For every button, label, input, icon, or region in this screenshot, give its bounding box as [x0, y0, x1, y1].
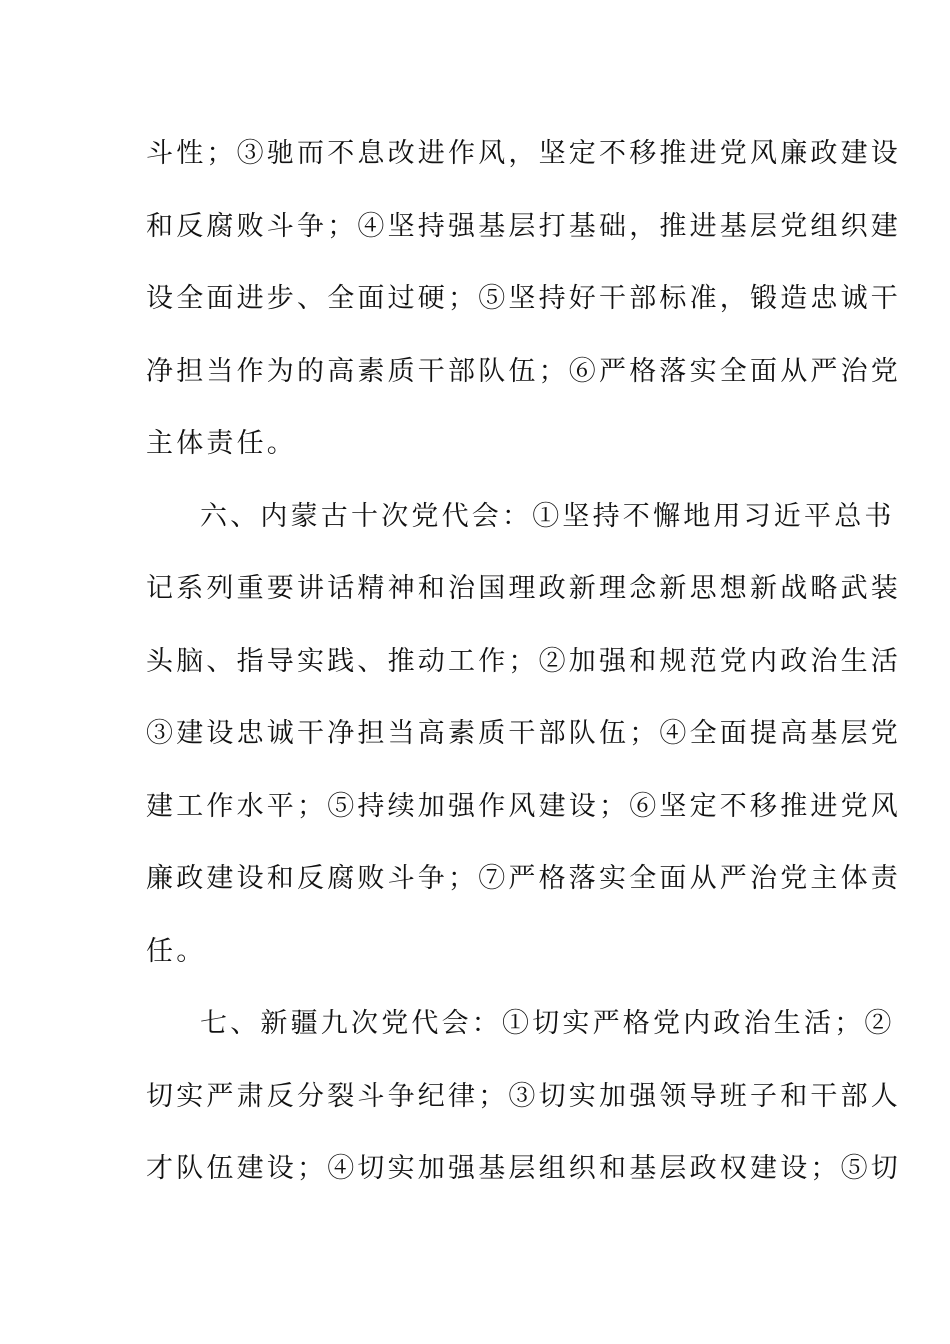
text-line: 净担当作为的高素质干部队伍；⑥严格落实全面从严治党 — [146, 355, 901, 387]
text-line: 头脑、指导实践、推动工作；②加强和规范党内政治生活 — [146, 645, 901, 677]
paragraph-heading-line: 六、内蒙古十次党代会：①坚持不懈地用习近平总书 — [200, 500, 895, 532]
text-line: 和反腐败斗争；④坚持强基层打基础，推进基层党组织建 — [146, 210, 901, 242]
text-line: 主体责任。 — [146, 428, 297, 459]
text-line: 记系列重要讲话精神和治国理政新理念新思想新战略武装 — [146, 573, 901, 604]
text-line: 切实严肃反分裂斗争纪律；③切实加强领导班子和干部人 — [146, 1080, 901, 1112]
text-line: 才队伍建设；④切实加强基层组织和基层政权建设；⑤切 — [146, 1153, 901, 1184]
text-line: 任。 — [146, 935, 207, 967]
text-line: 斗性；③驰而不息改进作风，坚定不移推进党风廉政建设 — [146, 138, 901, 169]
paragraph-heading-line: 七、新疆九次党代会：①切实严格党内政治生活；② — [200, 1008, 895, 1039]
document-body — [146, 118, 901, 1206]
text-line: 建工作水平；⑤持续加强作风建设；⑥坚定不移推进党风 — [146, 790, 901, 822]
text-line: 设全面进步、全面过硬；⑤坚持好干部标准，锻造忠诚干 — [146, 283, 901, 314]
text-line: 廉政建设和反腐败斗争；⑦严格落实全面从严治党主体责 — [146, 863, 901, 894]
text-line: ③建设忠诚干净担当高素质干部队伍；④全面提高基层党 — [146, 718, 901, 749]
